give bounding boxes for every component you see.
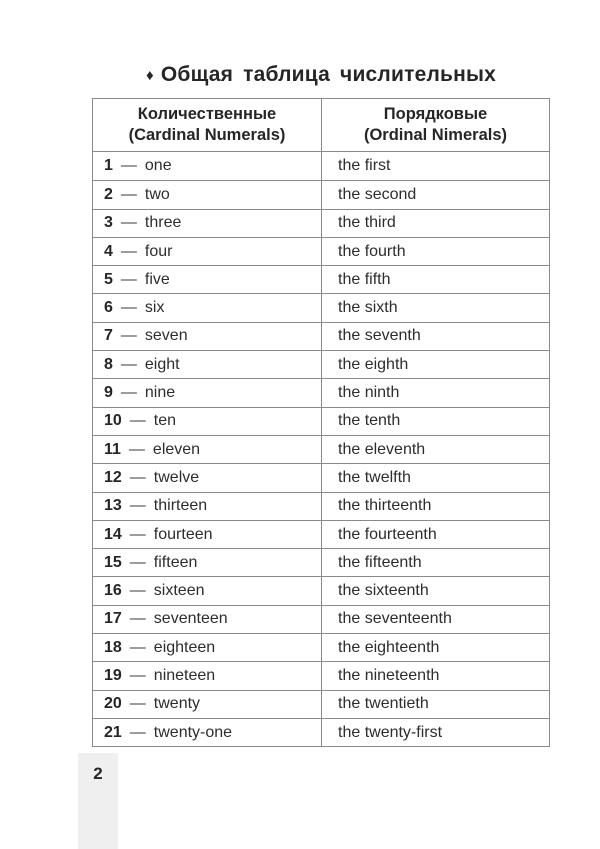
cardinal-cell [93,662,321,689]
dash-separator: — [129,638,146,656]
cardinal-number: 1 [104,157,113,175]
cardinal-number: 12 [104,468,122,486]
header-line-english: (Ordinal Nimerals) [363,126,508,144]
ordinal-word: the eleventh [338,440,426,458]
cardinal-cell [93,521,321,548]
header-line-english: (Cardinal Numerals) [128,126,286,144]
ordinal-cell [321,266,549,293]
cardinal-number: 8 [104,355,113,373]
cardinal-number: 11 [104,440,121,458]
page-margin-strip [78,753,118,849]
dash-separator: — [120,299,137,317]
cardinal-number: 20 [104,695,122,713]
table-row [93,718,549,746]
ordinal-cell [321,323,549,350]
diamond-bullet-icon: ♦ [146,67,154,84]
cardinal-word: nine [144,384,176,402]
cardinal-number: 21 [104,723,122,741]
cardinal-cell [93,691,321,718]
ordinal-cell [321,408,549,435]
ordinal-cell [321,634,549,661]
ordinal-cell [321,549,549,576]
column-header-ordinal [321,99,549,151]
ordinal-cell [321,210,549,237]
table-row [93,322,549,350]
ordinal-word: the eighth [338,355,409,373]
cardinal-cell [93,238,321,265]
ordinal-word: the sixteenth [338,582,429,600]
table-row [93,633,549,661]
cardinal-word: four [144,242,173,260]
cardinal-word: eighteen [153,638,216,656]
ordinal-word: the second [338,185,417,203]
ordinal-word: the ninth [338,384,400,402]
cardinal-cell [93,577,321,604]
header-line-russian: Порядковые [383,105,488,124]
cardinal-number: 14 [104,525,122,543]
cardinal-number: 10 [104,412,122,430]
cardinal-number: 4 [104,242,113,260]
page-number: 2 [93,764,103,783]
cardinal-cell [93,436,321,463]
cardinal-cell [93,323,321,350]
cardinal-number: 3 [104,214,113,232]
cardinal-word: one [144,157,172,175]
cardinal-cell [93,606,321,633]
cardinal-cell [93,493,321,520]
ordinal-word: the sixth [338,299,398,317]
cardinal-word: three [144,214,182,232]
cardinal-number: 9 [104,384,113,402]
table-row [93,209,549,237]
table-row [93,690,549,718]
ordinal-cell [321,152,549,180]
dash-separator: — [129,582,146,600]
cardinal-word: eleven [152,440,201,458]
header-line-russian: Количественные [137,105,277,124]
cardinal-number: 2 [104,185,113,203]
ordinal-word: the eighteenth [338,638,440,656]
numerals-table [92,98,550,747]
ordinal-cell [321,521,549,548]
cardinal-cell [93,210,321,237]
table-row [93,293,549,321]
ordinal-word: the tenth [338,412,401,430]
cardinal-cell [93,408,321,435]
cardinal-number: 7 [104,327,113,345]
cardinal-number: 18 [104,638,122,656]
cardinal-number: 6 [104,299,113,317]
cardinal-number: 16 [104,582,122,600]
dash-separator: — [129,497,146,515]
table-header-row [93,99,549,152]
ordinal-word: the fifth [338,270,391,288]
ordinal-cell [321,351,549,378]
ordinal-cell [321,294,549,321]
table-row [93,492,549,520]
cardinal-word: fifteen [153,553,198,571]
ordinal-cell [321,493,549,520]
cardinal-word: twelve [153,468,200,486]
cardinal-cell [93,266,321,293]
cardinal-cell [93,379,321,406]
dash-separator: — [120,242,137,260]
cardinal-cell [93,181,321,208]
table-row [93,605,549,633]
cardinal-number: 13 [104,497,122,515]
cardinal-word: six [144,299,165,317]
ordinal-word: the first [338,157,391,175]
ordinal-cell [321,181,549,208]
ordinal-word: the third [338,214,396,232]
table-row [93,265,549,293]
table-body [93,152,549,746]
cardinal-number: 5 [104,270,113,288]
ordinal-cell [321,691,549,718]
table-row [93,548,549,576]
ordinal-word: the twenty-first [338,723,443,741]
dash-separator: — [129,468,146,486]
cardinal-number: 19 [104,666,122,684]
ordinal-word: the twelfth [338,468,411,486]
table-row [93,180,549,208]
ordinal-word: the fourth [338,242,406,260]
table-row [93,576,549,604]
page-title-text: Общая таблица числительных [160,63,496,86]
dash-separator: — [120,327,137,345]
cardinal-word: seven [144,327,188,345]
table-row [93,350,549,378]
cardinal-number: 15 [104,553,122,571]
cardinal-word: five [144,270,170,288]
cardinal-cell [93,634,321,661]
cardinal-cell [93,351,321,378]
cardinal-cell [93,719,321,746]
ordinal-cell [321,238,549,265]
dash-separator: — [129,412,146,430]
page-title [92,63,550,87]
cardinal-cell [93,464,321,491]
table-row [93,463,549,491]
dash-separator: — [129,723,146,741]
ordinal-word: the thirteenth [338,497,432,515]
cardinal-word: two [144,185,170,203]
ordinal-cell [321,464,549,491]
ordinal-cell [321,577,549,604]
dash-separator: — [120,355,137,373]
table-row [93,378,549,406]
cardinal-number: 17 [104,610,122,628]
dash-separator: — [120,270,137,288]
dash-separator: — [128,440,145,458]
ordinal-cell [321,719,549,746]
ordinal-cell [321,379,549,406]
cardinal-cell [93,152,321,180]
cardinal-cell [93,294,321,321]
column-header-cardinal [93,99,321,151]
table-row [93,435,549,463]
table-row [93,407,549,435]
table-row [93,661,549,689]
dash-separator: — [129,553,146,571]
table-row [93,152,549,180]
dash-separator: — [120,214,137,232]
ordinal-cell [321,662,549,689]
ordinal-word: the seventh [338,327,421,345]
dash-separator: — [129,666,146,684]
ordinal-word: the seventeenth [338,610,452,628]
table-row [93,237,549,265]
ordinal-word: the fifteenth [338,553,422,571]
dash-separator: — [120,157,137,175]
ordinal-word: the nineteenth [338,666,440,684]
cardinal-word: fourteen [153,525,213,543]
cardinal-word: twenty [153,695,201,713]
cardinal-word: thirteen [153,497,208,515]
table-row [93,520,549,548]
dash-separator: — [129,695,146,713]
dash-separator: — [120,384,137,402]
dash-separator: — [129,610,146,628]
ordinal-cell [321,436,549,463]
cardinal-cell [93,549,321,576]
cardinal-word: twenty-one [153,723,233,741]
cardinal-word: eight [144,355,180,373]
dash-separator: — [120,185,137,203]
ordinal-word: the fourteenth [338,525,437,543]
cardinal-word: sixteen [153,582,205,600]
ordinal-cell [321,606,549,633]
cardinal-word: nineteen [153,666,216,684]
cardinal-word: ten [153,412,177,430]
ordinal-word: the twentieth [338,695,429,713]
dash-separator: — [129,525,146,543]
cardinal-word: seventeen [153,610,228,628]
